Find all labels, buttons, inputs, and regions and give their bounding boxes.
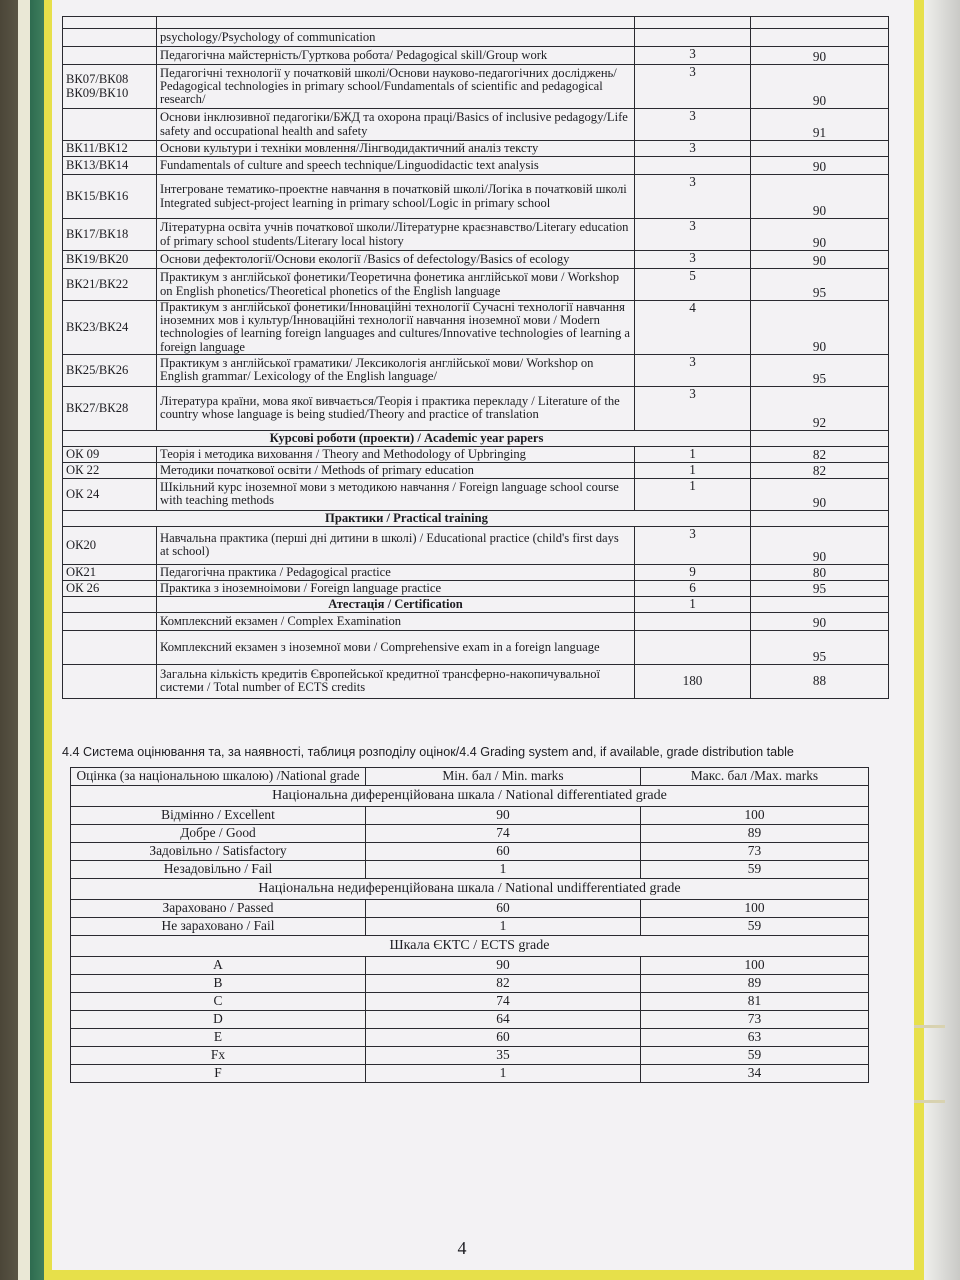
course-title: Загальна кількість кредитів Європейської кредитної трансферно-накопичувальної системи / Total number of ECTS credits [157,664,635,698]
section-row [63,510,889,526]
course-title: psychology/Psychology of communication [157,29,635,47]
max-marks: 34 [641,1065,869,1083]
course-grade: 82 [751,446,889,462]
scale-row [71,786,869,807]
table-row [71,1065,869,1083]
table-header-row [71,768,869,786]
grade-name: A [71,957,366,975]
table-row [71,1029,869,1047]
course-title: Інтегроване тематико-проектне навчання в початковій школі/Логіка в початковій школі Integrated subject-project learning in primary school/Logic in primary school [157,175,635,219]
course-code: ОК20 [63,526,157,564]
course-credits: 3 [635,219,751,251]
table-row [63,301,889,355]
section-title: Курсові роботи (проекти) / Academic year papers [63,430,751,446]
table-row [63,251,889,269]
course-grade: 90 [751,612,889,630]
table-row [63,29,889,47]
grade-name: Відмінно / Excellent [71,807,366,825]
course-code: ВК17/ВК18 [63,219,157,251]
grade-name: F [71,1065,366,1083]
section-row [63,596,889,612]
table-row [63,65,889,109]
table-row [63,462,889,478]
course-title: Практикум з англійської фонетики/Інноваційні технології Сучасні технології навчання іноземних мов і культур/Інноваційні технології навчання іноземної мови / Modern technologies of learning foreign languages and cultures/Innovative technologies of learning a foreign language [157,301,635,355]
max-marks: 59 [641,918,869,936]
course-title: Комплексний екзамен / Complex Examination [157,612,635,630]
table-row [71,807,869,825]
grade-name: Задовільно / Satisfactory [71,843,366,861]
course-code: ВК11/ВК12 [63,141,157,157]
max-marks: 63 [641,1029,869,1047]
min-marks: 74 [366,825,641,843]
course-code: ВК21/ВК22 [63,269,157,301]
course-title: Практика з іноземноімови / Foreign language practice [157,580,635,596]
grade-name: B [71,975,366,993]
course-title: Літературна освіта учнів початкової школи/Літературне краєзнавство/Literary education of primary school students/Literary local history [157,219,635,251]
course-credits: 3 [635,65,751,109]
course-grade: 90 [751,47,889,65]
table-row [63,354,889,386]
table-row [63,141,889,157]
grading-section-title: 4.4 Система оцінювання та, за наявності, таблиця розподілу оцінок/4.4 Grading system and, if available, grade distribution table [62,745,794,759]
grade-name: Незадовільно / Fail [71,861,366,879]
table-row [71,1047,869,1065]
table-row [63,157,889,175]
course-code: ВК19/ВК20 [63,251,157,269]
course-credits: 4 [635,301,751,355]
grade-name: Fx [71,1047,366,1065]
course-title: Педагогічні технології у початковій школі/Основи науково-педагогічних досліджень/ Pedagogical technologies in primary school/Fundamentals of scientific and pedagogical research/ [157,65,635,109]
section-title: Практики / Practical training [63,510,751,526]
course-title: Основи дефектології/Основи екології /Basics of defectology/Basics of ecology [157,251,635,269]
course-credits: 3 [635,354,751,386]
document-page [52,0,914,1270]
course-grade: 90 [751,157,889,175]
course-credits: 3 [635,251,751,269]
max-marks: 81 [641,993,869,1011]
min-marks: 60 [366,1029,641,1047]
table-row [63,630,889,664]
table-row [71,825,869,843]
course-title: Практикум з англійської граматики/ Лексикологія англійської мови/ Workshop on English grammar/ Lexicology of the English language/ [157,354,635,386]
course-code: ВК27/ВК28 [63,386,157,430]
grading-table [70,767,869,1083]
column-header: Оцінка (за національною шкалою) /National grade [71,768,366,786]
course-title: Методики початкової освіти / Methods of primary education [157,462,635,478]
course-grade: 90 [751,219,889,251]
table-row [63,269,889,301]
course-code: ВК13/ВК14 [63,157,157,175]
course-code: ВК07/ВК08 ВК09/ВК10 [63,65,157,109]
max-marks: 100 [641,807,869,825]
min-marks: 82 [366,975,641,993]
course-code: ОК21 [63,564,157,580]
course-title: Основи інклюзивної педагогіки/БЖД та охорона праці/Basics of inclusive pedagogy/Life safety and occupational health and safety [157,109,635,141]
min-marks: 60 [366,843,641,861]
binding-strip [30,0,44,1280]
max-marks: 89 [641,975,869,993]
table-row [63,664,889,698]
column-header: Мін. бал / Min. marks [366,768,641,786]
min-marks: 90 [366,957,641,975]
table-row [63,17,889,29]
table-row [71,918,869,936]
section-credits: 1 [635,596,751,612]
min-marks: 1 [366,1065,641,1083]
course-credits: 5 [635,269,751,301]
min-marks: 1 [366,918,641,936]
table-row [71,1011,869,1029]
course-title: Педагогічна практика / Pedagogical practice [157,564,635,580]
course-credits: 3 [635,526,751,564]
min-marks: 64 [366,1011,641,1029]
course-code: ОК 22 [63,462,157,478]
course-title: Навчальна практика (перші дні дитини в школі) / Educational practice (child's first days at school) [157,526,635,564]
course-title: Шкільний курс іноземної мови з методикою навчання / Foreign language school course with teaching methods [157,478,635,510]
course-credits: 3 [635,141,751,157]
course-grade: 91 [751,109,889,141]
max-marks: 89 [641,825,869,843]
course-title: Комплексний екзамен з іноземної мови / Comprehensive exam in a foreign language [157,630,635,664]
course-title: Теорія і методика виховання / Theory and Methodology of Upbringing [157,446,635,462]
course-grade: 80 [751,564,889,580]
course-grade: 90 [751,301,889,355]
page-number: 4 [457,1238,467,1258]
table-row [63,109,889,141]
course-grade: 90 [751,175,889,219]
course-code: ОК 26 [63,580,157,596]
table-row [71,957,869,975]
table-row [63,446,889,462]
column-header: Макс. бал /Max. marks [641,768,869,786]
section-title: Атестація / Certification [157,596,635,612]
table-row [63,612,889,630]
course-grade: 90 [751,478,889,510]
table-row [63,47,889,65]
table-row [63,478,889,510]
grade-name: Зараховано / Passed [71,900,366,918]
course-grade: 95 [751,269,889,301]
course-credits: 3 [635,386,751,430]
grade-name: D [71,1011,366,1029]
course-grade: 92 [751,386,889,430]
course-credits: 6 [635,580,751,596]
course-code: ОК 09 [63,446,157,462]
course-credits: 3 [635,47,751,65]
course-credits: 180 [635,664,751,698]
course-grade: 82 [751,462,889,478]
course-code: ОК 24 [63,478,157,510]
course-grade: 95 [751,580,889,596]
min-marks: 74 [366,993,641,1011]
course-credits: 1 [635,446,751,462]
min-marks: 1 [366,861,641,879]
scale-row [71,936,869,957]
table-row [71,900,869,918]
max-marks: 73 [641,1011,869,1029]
course-credits: 1 [635,478,751,510]
max-marks: 59 [641,1047,869,1065]
course-title: Педагогічна майстерність/Гуртковa робота/ Pedagogical skill/Group work [157,47,635,65]
table-row [63,386,889,430]
course-credits: 1 [635,462,751,478]
table-row [71,861,869,879]
grade-name: Не зараховано / Fail [71,918,366,936]
course-grade: 90 [751,65,889,109]
table-row [63,564,889,580]
scale-title: Національна диференційована шкала / National differentiated grade [71,786,869,807]
table-row [63,526,889,564]
table-row [63,580,889,596]
max-marks: 59 [641,861,869,879]
course-title: Основи культури і техніки мовлення/Лінгводидактичний аналіз тексту [157,141,635,157]
course-credits: 9 [635,564,751,580]
course-grade: 95 [751,354,889,386]
course-grade: 88 [751,664,889,698]
table-row [63,219,889,251]
min-marks: 35 [366,1047,641,1065]
scale-title: Національна недиференційована шкала / National undifferentiated grade [71,879,869,900]
max-marks: 100 [641,900,869,918]
table-row [63,175,889,219]
min-marks: 60 [366,900,641,918]
scale-row [71,879,869,900]
course-credits: 3 [635,175,751,219]
course-credits: 3 [635,109,751,141]
course-title: Fundamentals of culture and speech technique/Linguodidactic text analysis [157,157,635,175]
course-code: ВК23/ВК24 [63,301,157,355]
course-title: Література країни, мова якої вивчається/Теорія і практика перекладу / Literature of the country whose language is being studied/Theory and practice of translation [157,386,635,430]
min-marks: 90 [366,807,641,825]
max-marks: 100 [641,957,869,975]
section-row [63,430,889,446]
course-grade: 95 [751,630,889,664]
table-row [71,975,869,993]
grade-name: Добре / Good [71,825,366,843]
table-row [71,993,869,1011]
course-code: ВК15/ВК16 [63,175,157,219]
scale-title: Шкала ЄКТС / ECTS grade [71,936,869,957]
course-grade: 90 [751,526,889,564]
course-title: Практикум з англійської фонетики/Теоретична фонетика англійської мови / Workshop on English phonetics/Theoretical phonetics of the English language [157,269,635,301]
course-grade: 90 [751,251,889,269]
courses-table [62,16,889,699]
grade-name: C [71,993,366,1011]
course-code: ВК25/ВК26 [63,354,157,386]
max-marks: 73 [641,843,869,861]
table-row [71,843,869,861]
grade-name: E [71,1029,366,1047]
